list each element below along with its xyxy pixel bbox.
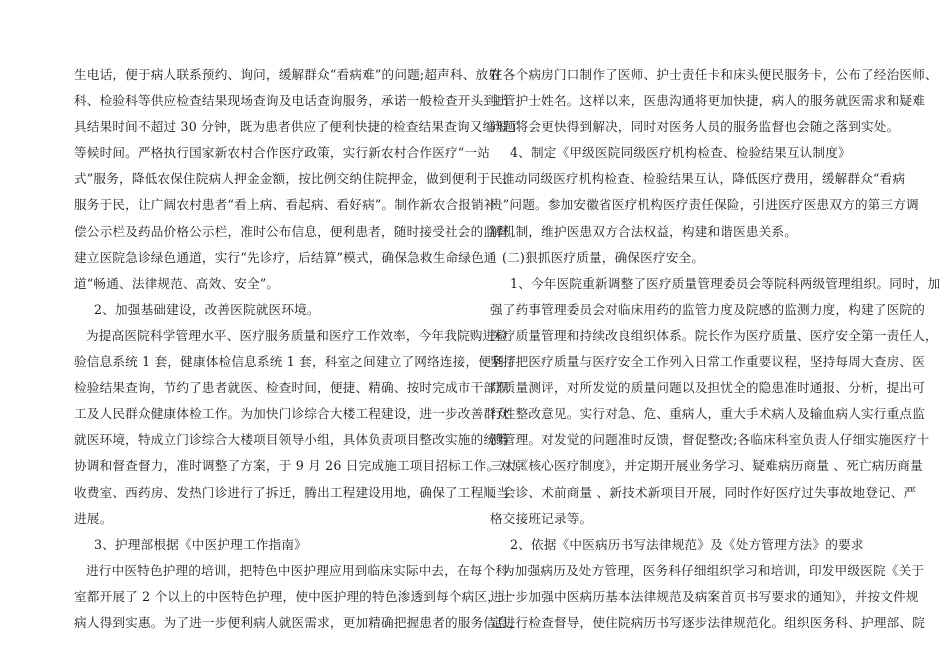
text-line: 在各个病房门口制作了医师、护士责任卡和床头便民服务卡，公布了经治医师、	[490, 67, 938, 82]
text-line: 定进行检查督导，使住院病历书写逐步法律规范化。组织医务科、护理部、院	[490, 614, 925, 630]
text-line: 进一步加强中医病历基本法律规范及病案首页书写要求的通知》，并按文件规	[490, 588, 919, 604]
text-line: 验信息系统 1 套，健康体检信息系统 1 套，科室之间建立了网络连接，便利了	[74, 354, 517, 370]
text-line: 4、制定《甲级医院同级医疗机构检查、检验结果互认制度》	[510, 145, 851, 161]
text-line: 等候时间。严格执行国家新农村合作医疗政策，实行新农村合作医疗“一站	[74, 145, 491, 161]
text-line: 协调和督查督力，准时调整了方案，于 9 月 26 日完成施工项目招标工作。对原	[74, 458, 525, 474]
text-line: 道“畅通、法律规范、高效、安全”。	[74, 275, 280, 291]
text-line: 3、护理部根据《中医护理工作指南》	[94, 536, 307, 552]
text-line: 进行中医特色护理的培训，把特色中医护理应用到临床实际中去，在每个科	[86, 562, 509, 578]
text-line: 进展。	[74, 510, 113, 526]
text-line: 为提高医院科学管理水平、医疗服务质量和医疗工作效率，今年我院购进检	[86, 327, 509, 343]
text-line: 医疗质量管理和持续改良组织体系。院长作为医疗质量、医疗安全第一责任人，	[490, 327, 938, 343]
text-line: 推动同级医疗机构检查、检验结果互认，降低医疗费用，缓解群众“看病	[502, 171, 906, 187]
text-line: 收费室、西药房、发热门诊进行了拆迁，腾出工程建设用地，确保了工程顺当	[74, 484, 509, 500]
text-line: 建立医院急诊绿色通道，实行“先诊疗，后结算”模式，确保急救生命绿色通	[74, 249, 497, 265]
text-line: 测管理。对发觉的问题准时反馈，督促整改;各临床科室负责人仔细实施医疗十	[490, 432, 930, 448]
text-line: 偿公示栏及药品价格公示栏，准时公布信息，便利患者，随时接受社会的监督。	[74, 223, 522, 239]
text-line: 疗质量测评，对所发觉的质量问题以及担忧全的隐患准时通报、分析，提出可	[490, 380, 925, 396]
text-line: 三大《核心医疗制度》，并定期开展业务学习、疑难病历商量 、死亡病历商量	[490, 458, 923, 474]
text-line: 行性整改意见。实行对急、危、重病人，重大手术病人及输血病人实行重点监	[490, 406, 925, 422]
text-line: 具结果时间不超过 30 分钟，既为患者供应了便利快捷的检查结果查询又缩短了	[74, 119, 522, 135]
text-line: 2、依据《中医病历书写法律规范》及《处方管理方法》的要求	[510, 536, 864, 552]
text-line: 、会诊、术前商量 、新技术新项目开展，同时作好医疗过失事故地登记、严	[490, 484, 917, 500]
text-line: 为加强病历及处方管理，医务科仔细组织学习和培训，印发甲级医院《关于	[502, 562, 925, 578]
text-line: 生电话，便于病人联系预约、询问，缓解群众“看病难”的问题;超声科、放射	[74, 67, 502, 82]
text-line: 服务于民，让广阔农村患者“看上病、看起病、看好病”。制作新农合报销补	[74, 197, 497, 213]
text-line: 就医环境，特成立门诊综合大楼项目领导小组，具体负责项目整改实施的统筹	[74, 432, 509, 448]
text-line: 主管护士姓名。这样以来，医患沟通将更加快捷，病人的服务就医需求和疑难	[490, 93, 925, 109]
text-line: 病人得到实惠。为了进一步便利病人就医需求，更加精确把握患者的服务信息，	[74, 614, 522, 630]
text-line: 问题将会更快得到解决，同时对医务人员的服务监督也会随之落到实处。	[490, 119, 900, 135]
text-line: 检验结果查询，节约了患者就医、检查时间，便捷、精确、按时完成市干部职	[74, 380, 509, 396]
text-line: 格交接班记录等。	[490, 510, 593, 526]
text-line: 2、加强基础建设，改善医院就医环境。	[94, 301, 320, 317]
text-line: 式”服务，降低农保住院病人押金金额，按比例交纳住院押金，做到便利于民、	[74, 171, 516, 187]
text-line: 科、检验科等供应检查结果现场查询及电话查询服务，承诺一般检查开头到出	[74, 93, 509, 109]
text-line: (二)狠抓医疗质量，确保医疗安全。	[502, 249, 705, 265]
text-line: 强了药事管理委员会对临床用药的监管力度及院感的监测力度，构建了医院的	[490, 301, 925, 317]
text-line: 贵”问题。参加安徽省医疗机构医疗责任保险，引进医疗医患双方的第三方调	[490, 197, 919, 213]
text-line: 1、今年医院重新调整了医疗质量管理委员会等院科两级管理组织。同时，加	[510, 275, 941, 291]
text-line: 工及人民群众健康体检工作。为加快门诊综合大楼工程建设，进一步改善群众	[74, 406, 509, 422]
right-column	[490, 62, 941, 636]
text-line: 室都开展了 2 个以上的中医特色护理，使中医护理的特色渗透到每个病区，让	[74, 588, 513, 604]
left-column	[74, 62, 525, 636]
text-line: 解机制，维护医患双方合法权益，构建和谐医患关系。	[490, 223, 798, 239]
text-line: 坚持把医疗质量与医疗安全工作列入日常工作重要议程，坚持每周大查房、医	[490, 354, 925, 370]
